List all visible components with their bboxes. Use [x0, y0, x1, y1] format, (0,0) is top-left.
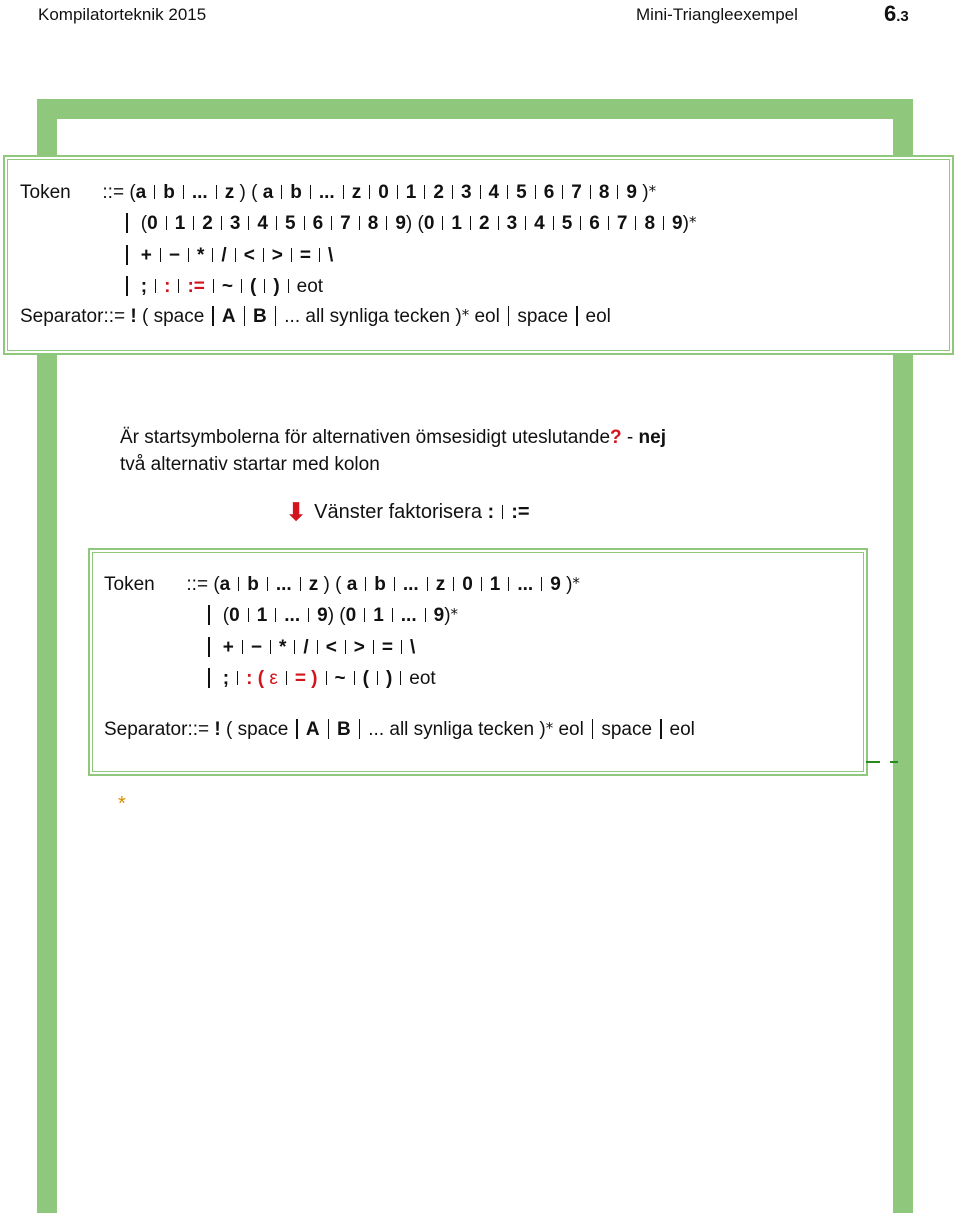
left-factorize-note: ⬇ Vänster faktorisera : := — [286, 499, 530, 526]
grammar2-separator-line: Separator::= ! ( space A B ... all synliga tecken )* eol space eol — [104, 719, 695, 740]
slide-title: Mini-Triangleexempel — [636, 5, 798, 24]
grammar1-operators-line: + − * / < > = \ — [118, 245, 333, 267]
grammar2-punct-line: ; : ( ε = ) ~ ( ) eot — [200, 668, 436, 690]
grammar1-punct-line: ; : := ~ ( ) eot — [118, 276, 323, 298]
grammar1-digits-line: (0 1 2 3 4 5 6 7 8 9) (0 1 2 3 4 5 6 7 8 9)* — [118, 213, 696, 235]
question-explanation: två alternativ startar med kolon — [120, 454, 380, 475]
slide-number: 6.3 — [884, 1, 909, 26]
grammar2-digits-line: (0 1 ... 9) (0 1 ... 9)* — [200, 605, 458, 627]
orange-star-mark: * — [118, 793, 126, 815]
grammar1-token-line: Token ::= (a b ... z ) ( a b ... z 0 1 2 3 4 5 6 7 8 9 )* — [20, 182, 657, 203]
grammar2-operators-line: + − * / < > = \ — [200, 637, 415, 659]
green-dash-marker — [866, 761, 902, 764]
grammar1-separator-line: Separator::= ! ( space A B ... all synliga tecken )* eol space eol — [20, 306, 611, 327]
course-title: Kompilatorteknik 2015 — [38, 5, 207, 24]
grammar2-token-line: Token ::= (a b ... z ) ( a b ... z 0 1 ... 9 )* — [104, 574, 580, 595]
question-text: Är startsymbolerna för alternativen ömsesidigt uteslutande? - nej — [120, 427, 666, 448]
down-arrow-icon: ⬇ — [286, 499, 307, 526]
